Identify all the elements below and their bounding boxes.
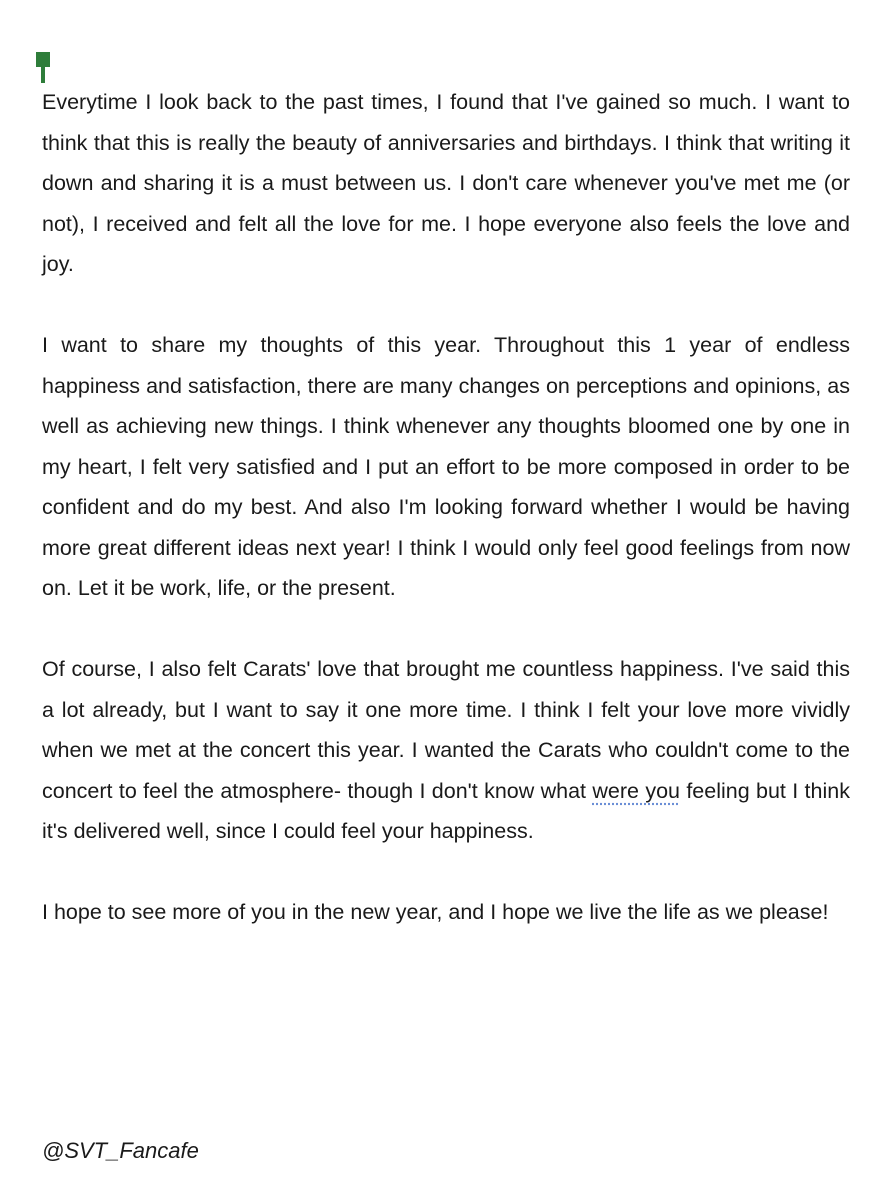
underlined-phrase: were you (592, 778, 680, 803)
paragraph-3-text-before: Of course, I also felt Carats' love that brought me countless happiness. I've said this a lot already, but I want to say it one more time. I think I felt your love more vividly when we met at the concert this year. I wanted the Carats who couldn't come to the concert to feel the atmosphere- though I don't know what (42, 657, 850, 803)
paragraph-2: I want to share my thoughts of this year. Throughout this 1 year of endless happiness and satisfaction, there are many changes on perceptions and opinions, as well as achieving new things. I think whenever any thoughts bloomed one by one in my heart, I felt very satisfied and I put an effort to be more composed in order to be confident and do my best. And also I'm looking forward whether I would be having more great different ideas next year! I think I would only feel good feelings from now on. Let it be work, life, or the present. (42, 333, 850, 600)
paragraph-4: I hope to see more of you in the new year, and I hope we live the life as we please! (42, 900, 829, 924)
signature-handle: @SVT_Fancafe (42, 1138, 199, 1163)
bookmark-pin-icon (36, 52, 50, 83)
bookmark-pin-head (36, 52, 50, 67)
letter-body (42, 82, 850, 973)
paragraph-1: Everytime I look back to the past times, I found that I've gained so much. I want to think that this is really the beauty of anniversaries and birthdays. I think that writing it down and sharing it is a must between us. I don't care whenever you've met me (or not), I received and felt all the love for me. I hope everyone also feels the love and joy. (42, 90, 850, 276)
paragraph-3 (42, 649, 850, 852)
bookmark-pin-stem (41, 66, 45, 83)
paragraph-3-text-after: feeling but I think it's delivered well, since I could feel your happiness. (42, 778, 850, 843)
